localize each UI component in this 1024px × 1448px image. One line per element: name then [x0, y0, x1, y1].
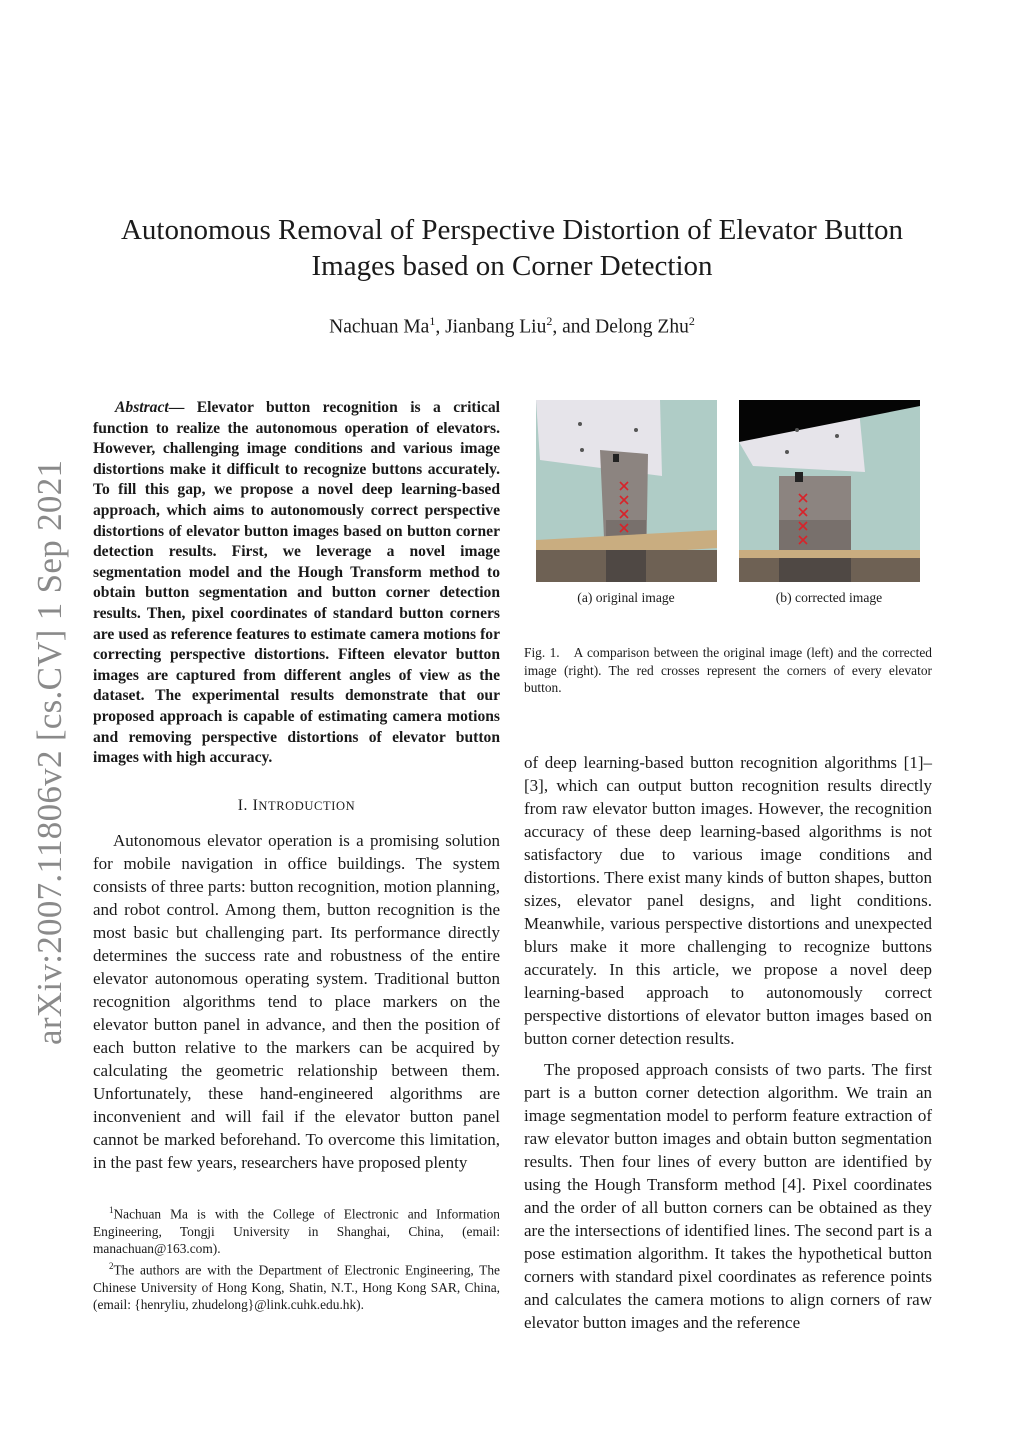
right-body-text	[524, 751, 932, 1334]
author-separator: , and	[552, 316, 596, 338]
affiliation-mark: 1	[429, 314, 436, 328]
author-name: Delong Zhu	[595, 316, 689, 338]
figure-label: Fig. 1.	[524, 645, 560, 660]
footnote-1	[93, 1202, 500, 1258]
author-name: Nachuan Ma	[329, 316, 430, 338]
original-image	[536, 400, 717, 582]
abstract-label: Abstract	[115, 399, 169, 416]
corrected-image	[739, 400, 920, 582]
introduction-paragraph: Autonomous elevator operation is a promising solution for mobile navigation in office buildings. The system consists of three parts: button recognition, motion planning, and robot control. Among them, button recognition is the most basic but challenging part. Its performance directly determines the success rate and robustness of the entire elevator autonomous operating system. Traditional button recognition algorithms tend to place markers on the elevator button panel in advance, and then the position of each button relative to the markers can be acquired by calculating the geometric relationship between them. Unfortunately, these hand-engineered algorithms are inconvenient and will fail if the elevator button panel cannot be marked beforehand. To overcome this limitation, in the past few years, researchers have proposed plenty	[93, 830, 500, 1172]
figure-1	[524, 398, 932, 644]
section-title-rest: NTRODUCTION	[258, 798, 356, 813]
footnote-text: Nachuan Ma is with the College of Electronic and Information Engineering, Tongji University in Shanghai, China, (email: manachuan@163.com).	[93, 1206, 500, 1257]
section-title-initial: I	[252, 796, 259, 814]
section-heading-introduction	[93, 797, 500, 815]
footnote-mark: 1	[109, 1204, 114, 1215]
author-line	[92, 314, 932, 339]
section-number: I.	[237, 796, 253, 814]
abstract	[93, 398, 500, 769]
abstract-dash: —	[168, 399, 197, 416]
arxiv-identifier: arXiv:2007.11806v2 [cs.CV] 1 Sep 2021	[30, 459, 69, 1045]
subcaption-original: (a) original image	[577, 590, 675, 605]
figure-caption	[524, 644, 932, 697]
footnote-mark: 2	[109, 1260, 114, 1271]
footnote-2	[93, 1258, 500, 1314]
left-column	[93, 398, 500, 1314]
subcaption-corrected: (b) corrected image	[775, 590, 883, 605]
footnotes	[93, 1202, 500, 1314]
footnote-text: The authors are with the Department of Electronic Engineering, The Chinese University of Hong Kong, Shatin, N.T., Hong Kong SAR, China, (email: {henryliu, zhudelong}@link.cuhk.edu.hk).	[93, 1262, 500, 1313]
affiliation-mark: 2	[688, 314, 695, 328]
paper-title: Autonomous Removal of Perspective Distortion of Elevator Button Images based on Corner Detection	[120, 214, 904, 282]
approach-paragraph: The proposed approach consists of two parts. The first part is a button corner detection algorithm. We train an image segmentation model to perform feature extraction of raw elevator button images and obtain button segmentation results. Then four lines of every button are identified by using the Hough Transform method [4]. Pixel coordinates and the order of all button corners can be obtained as they are the intersections of identified lines. The second part is a pose estimation algorithm. It takes the hypothetical button corners with standard pixel coordinates as reference points and calculates the camera motions to align corners of raw elevator button images and the reference	[524, 1059, 932, 1332]
abstract-text: Elevator button recognition is a critical function to realize the autonomous operation of elevators. However, challenging image conditions and various image distortions make it difficult to recognize buttons accurately. To fill this gap, we propose a novel deep learning-based approach, which aims to autonomously correct perspective distortions of elevator button images based on button corner detection results. First, we leverage a novel image segmentation model and the Hough Transform method to obtain button segmentation and button corner detection results. Then, pixel coordinates of standard button corners are used as reference features to estimate camera motions for correcting perspective distortions. Fifteen elevator button images are captured from different angles of view as the dataset. The experimental results demonstrate that our proposed approach is capable of estimating camera motions and removing perspective distortions of elevator button images with high accuracy.	[93, 399, 500, 767]
author-separator: ,	[435, 316, 446, 338]
right-column	[524, 398, 932, 1334]
affiliation-mark: 2	[546, 314, 553, 328]
figure-caption-text: A comparison between the original image (left) and the corrected image (right). The red crosses represent the corners of every elevator button.	[524, 645, 932, 695]
continued-paragraph: of deep learning-based button recognition algorithms [1]–[3], which can output button recognition results directly from raw elevator button images. However, the recognition accuracy of these deep learning-based algorithms is not satisfactory due to various image conditions and distortions. There exist many kinds of button shapes, button sizes, elevator panel designs, and light conditions. Meanwhile, various perspective distortions and unexpected blurs make it more challenging to recognize buttons accurately. In this article, we propose a novel deep learning-based approach to autonomously correct perspective distortions of elevator button images based on button corner detection results.	[524, 752, 932, 1048]
author-name: Jianbang Liu	[445, 316, 547, 338]
